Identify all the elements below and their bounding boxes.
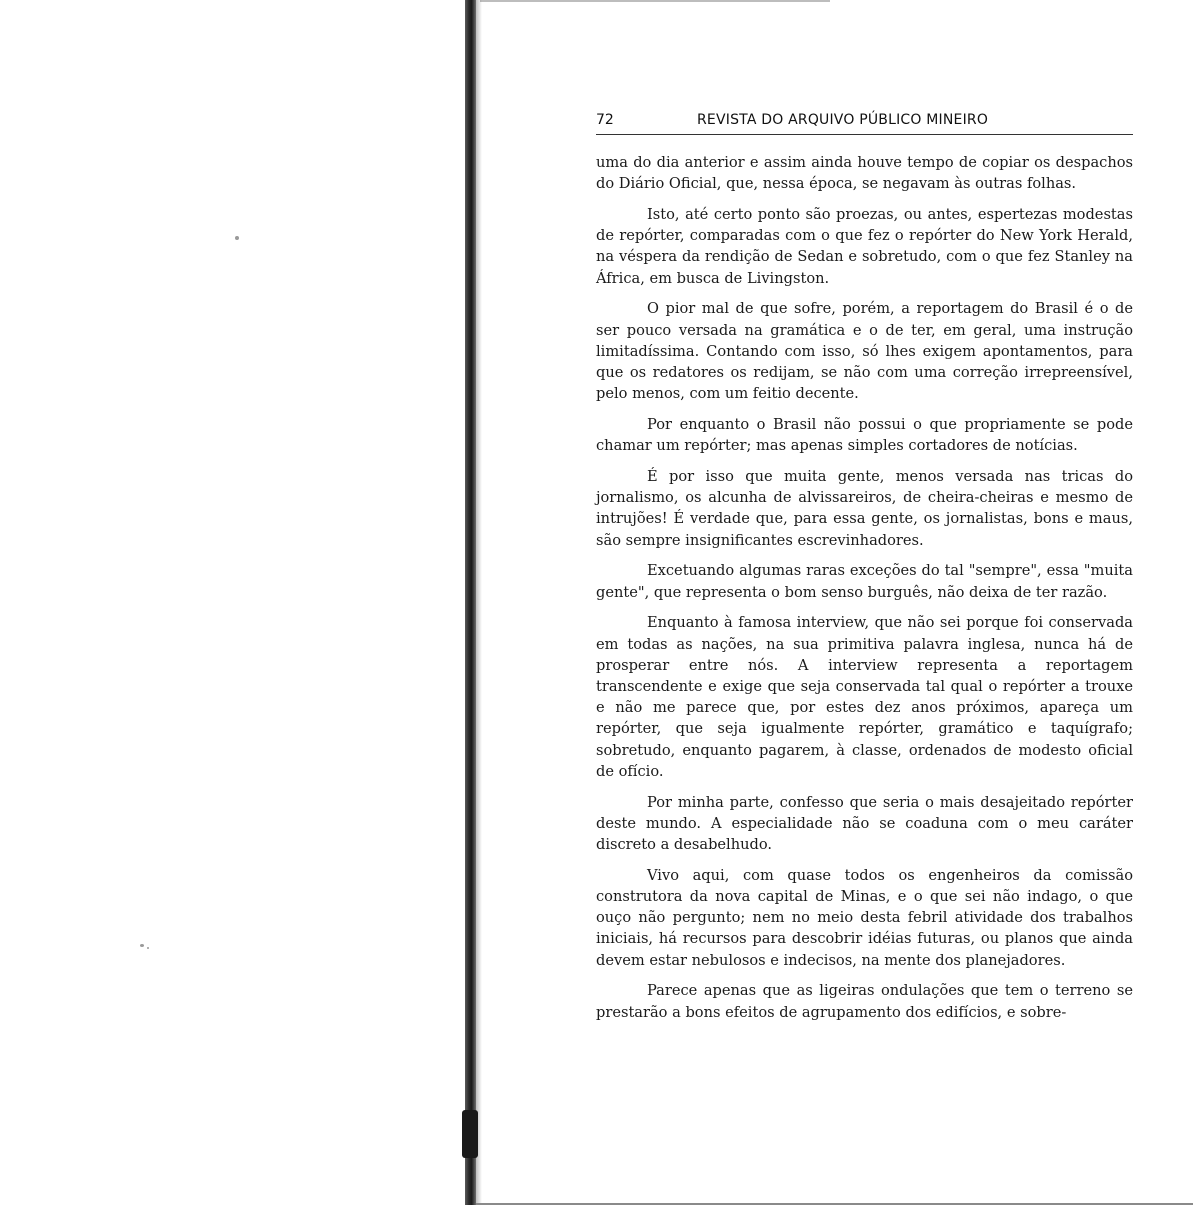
- page-number: 72: [596, 112, 614, 128]
- paragraph: Enquanto à famosa interview, que não sei porque foi conservada em todas as nações, na sua primitiva palavra inglesa, nunca há de prosperar entre nós. A interview representa a reportagem transcendente e exige que seja conservada tal qual o repórter a trouxe e não me parece que, por estes dez anos próximos, apareça um repórter, que seja igualmente repórter, gramático e taquígrafo; sobretudo, enquanto pagarem, à classe, ordenados de modesto oficial de ofício.: [596, 614, 1133, 780]
- paragraph: Por minha parte, confesso que seria o mais desajeitado repórter deste mundo. A especialidade não se coaduna com o meu caráter discreto a desabelhudo.: [596, 793, 1133, 854]
- book-spine: [465, 0, 476, 1205]
- paragraph: Isto, até certo ponto são proezas, ou antes, espertezas modestas de repórter, comparadas com o que fez o repórter do New York Herald, na véspera da rendição de Sedan e sobretudo, com o que fez Stanley na África, em busca de Livingston.: [596, 206, 1133, 287]
- paragraph: Excetuando algumas raras exceções do tal "sempre", essa "muita gente", que representa o bom senso burguês, não deixa de ter razão.: [596, 562, 1133, 601]
- paper-speck: [147, 947, 149, 949]
- paragraph: É por isso que muita gente, menos versada nas tricas do jornalismo, os alcunha de alvissareiros, de cheira-cheiras e mesmo de intrujões! É verdade que, para essa gente, os jornalistas, bons e maus, são sempre insignificantes escrevinhadores.: [596, 468, 1133, 549]
- page-top-edge: [480, 0, 830, 2]
- paragraph: Parece apenas que as ligeiras ondulações que tem o terreno se prestarão a bons efeitos de agrupamento dos edifícios, e sobre-: [596, 982, 1133, 1021]
- body-text: [596, 152, 1133, 1032]
- paragraph: Vivo aqui, com quase todos os engenheiros da comissão construtora da nova capital de Minas, e o que sei não indago, o que ouço não pergunto; nem no meio desta febril atividade dos trabalhos iniciais, há recursos para descobrir idéias futuras, ou planos que ainda devem estar nebulosos e indecisos, na mente dos planejadores.: [596, 866, 1133, 969]
- paper-speck: [235, 236, 239, 240]
- paper-speck: [140, 944, 144, 947]
- paragraph: Por enquanto o Brasil não possui o que propriamente se pode chamar um repórter; mas apenas simples cortadores de notícias.: [596, 416, 1133, 455]
- spine-bulge: [462, 1110, 478, 1158]
- paragraph: O pior mal de que sofre, porém, a reportagem do Brasil é o de ser pouco versada na gramática e o de ter, em geral, uma instrução limitadíssima. Contando com isso, só lhes exigem apontamentos, para que os redatores os redijam, se não com uma correção irrepreensível, pelo menos, com um feitio decente.: [596, 300, 1133, 403]
- spine-shadow: [476, 0, 482, 1205]
- running-header: [596, 112, 1133, 135]
- running-title: REVISTA DO ARQUIVO PÚBLICO MINEIRO: [697, 112, 989, 128]
- paragraph: uma do dia anterior e assim ainda houve tempo de copiar os despachos do Diário Oficial, que, nessa época, se negavam às outras folhas.: [596, 154, 1133, 193]
